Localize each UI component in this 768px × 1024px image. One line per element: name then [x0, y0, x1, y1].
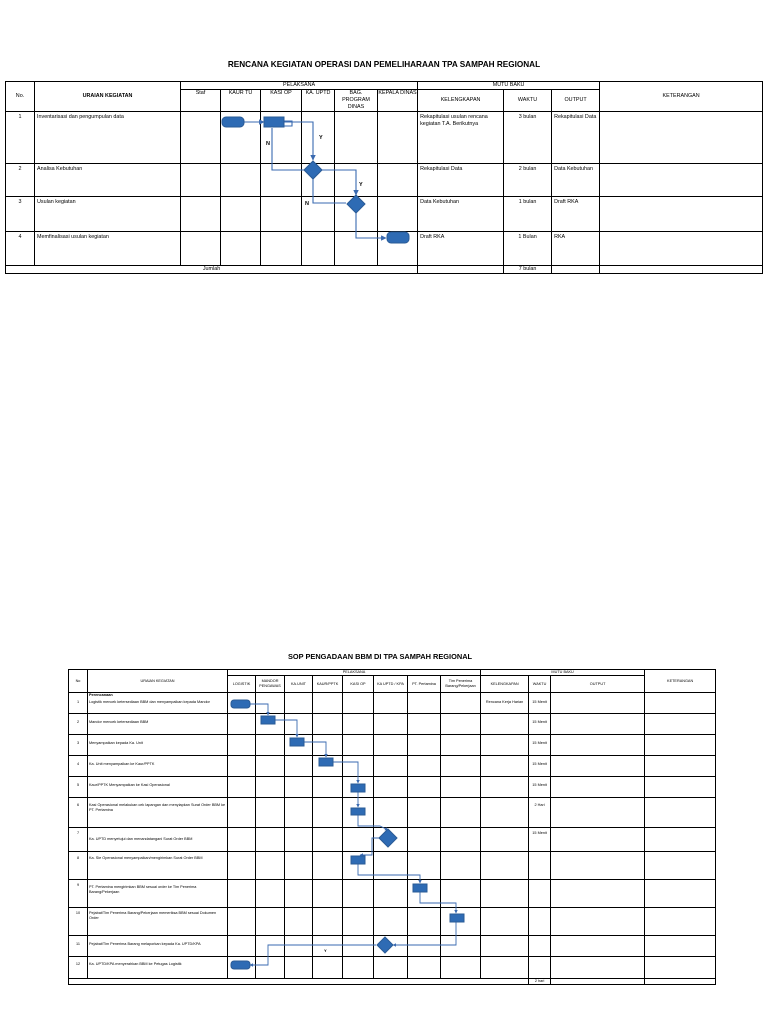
doc2-header-kelengkapan: KELENGKAPAN — [481, 676, 529, 693]
row-waktu: 1 bulan — [504, 197, 552, 232]
doc2-role-tim-penerima: Tim Penerima Barang/Pekerjaan — [441, 676, 481, 693]
row-no: 11 — [69, 936, 88, 957]
table-row — [69, 908, 716, 936]
row-uraian: Mandor mencek ketersediaan BBM — [88, 714, 228, 735]
row-uraian: Kaur/PPTK Menyampaikan ke Kasi Operasional — [88, 777, 228, 798]
row-no: 4 — [6, 232, 35, 266]
row-output: Draft RKA — [552, 197, 600, 232]
row-no: 2 — [69, 714, 88, 735]
row-waktu — [529, 880, 551, 908]
row-uraian: Ka. Sie Operasional menyampaikan/mengirimkan Surat Order BBM — [88, 852, 228, 880]
row-uraian: Logistik mencek ketersediaan BBM dan menyampaikan kepada Mandor — [88, 700, 228, 714]
doc1-role-staf: Staf — [181, 90, 221, 112]
table-row — [69, 714, 716, 735]
row-waktu — [529, 957, 551, 979]
doc1-role-ka-uptd: KA. UPTD — [302, 90, 335, 112]
doc1-role-bag-program: BAG. PROGRAM DINAS — [335, 90, 378, 112]
row-kelengkapan: Rencana Kerja Harian — [481, 700, 529, 714]
flow-label-y: Y — [324, 948, 327, 953]
flow-label-n: N — [266, 141, 270, 147]
row-waktu: 1 Bulan — [504, 232, 552, 266]
table-row — [69, 756, 716, 777]
row-waktu — [529, 936, 551, 957]
jumlah-label: Jumlah — [6, 266, 418, 274]
doc2-header-mutu-baku: MUTU BAKU — [481, 670, 645, 676]
doc2-role-kaur-pptk: KAUR/PPTK — [313, 676, 343, 693]
doc1-table — [5, 81, 763, 274]
jumlah-waktu: 7 bulan — [504, 266, 552, 274]
row-kelengkapan: Rekapitulasi usulan rencana kegiatan T.A. Berikutnya — [418, 112, 504, 164]
row-no: 9 — [69, 880, 88, 908]
table-row — [6, 197, 763, 232]
row-waktu: 15 Menit — [529, 756, 551, 777]
row-uraian: Kasi Operasional melakukan cek lapangan dan menyiapkan Surat Order BBM ke PT. Pertamina — [88, 798, 228, 828]
table-row — [69, 957, 716, 979]
flow-label-y: Y — [359, 182, 363, 188]
table-row — [69, 852, 716, 880]
row-no: 3 — [6, 197, 35, 232]
table-row — [69, 880, 716, 908]
doc2-header-uraian: URAIAN KEGIATAN — [88, 670, 228, 693]
row-no: 1 — [6, 112, 35, 164]
row-no: 1 — [69, 700, 88, 714]
doc1-role-kaur-tu: KAUR TU — [221, 90, 261, 112]
row-uraian: Memfinalisasi usulan kegiatan — [35, 232, 181, 266]
row-waktu: 2 bulan — [504, 164, 552, 197]
row-kelengkapan: Data Kebutuhan — [418, 197, 504, 232]
row-waktu: 15 Menit — [529, 700, 551, 714]
row-waktu: 15 Menit — [529, 777, 551, 798]
row-output: Data Kebutuhan — [552, 164, 600, 197]
doc1-header-waktu: WAKTU — [504, 90, 552, 112]
row-uraian: Pejabat/Tim Penerima Barang melaporkan kepada Ka. UPTD/KPA — [88, 936, 228, 957]
row-uraian: Ka. UPTD menyetujui dan menandatangani Surat Order BBM — [88, 828, 228, 852]
doc1-header-no: No. — [6, 82, 35, 112]
doc1-header-uraian: URAIAN KEGIATAN — [35, 82, 181, 112]
doc2-role-kasi-op: KASI OP — [343, 676, 374, 693]
row-no: 12 — [69, 957, 88, 979]
row-output: RKA — [552, 232, 600, 266]
doc2-title: SOP PENGADAAN BBM DI TPA SAMPAH REGIONAL — [287, 652, 473, 661]
doc1-role-kepala-dinas: KEPALA DINAS — [378, 90, 418, 112]
doc2-role-ka-uptd: KA UPTD / KPA — [374, 676, 408, 693]
row-no: 8 — [69, 852, 88, 880]
doc1-header-keterangan: KETERANGAN — [600, 82, 763, 112]
row-no: 7 — [69, 828, 88, 852]
table-row — [69, 700, 716, 714]
row-waktu: 3 bulan — [504, 112, 552, 164]
doc1-header-mutu-baku: MUTU BAKU — [418, 82, 600, 90]
section-label: Perencanaan — [88, 693, 228, 700]
doc1-header-pelaksana: PELAKSANA — [181, 82, 418, 90]
row-uraian: Menyampaikan kepada Ka. Unit — [88, 735, 228, 756]
doc1-header-kelengkapan: KELENGKAPAN — [418, 90, 504, 112]
total-row — [69, 979, 716, 985]
jumlah-row — [6, 266, 763, 274]
doc1-role-kasi-op: KASI OP — [261, 90, 302, 112]
doc2-role-mandor: MANDOR PENGAWAS — [256, 676, 285, 693]
row-uraian: Usulan kegiatan — [35, 197, 181, 232]
row-uraian: Analisa Kebutuhan — [35, 164, 181, 197]
doc2-role-ka-unit: KA.UNIT — [285, 676, 313, 693]
row-waktu — [529, 852, 551, 880]
flow-label-y: Y — [319, 135, 323, 141]
row-uraian: Ka. Unit menyampaikan ke Kaur/PPTK — [88, 756, 228, 777]
doc2-header-keterangan: KETERANGAN — [645, 670, 716, 693]
row-uraian: Pejabat/Tim Penerima Barang/Pekerjaan memeriksa BBM sesuai Dokumen Order — [88, 908, 228, 936]
row-no: 2 — [6, 164, 35, 197]
doc2-header-output: OUTPUT — [551, 676, 645, 693]
doc2-table — [68, 669, 716, 985]
doc2-header-no: No — [69, 670, 88, 693]
row-uraian: PT. Pertamina mengirimkan BBM sesuai order ke Tim Penerima Barang/Pekerjaan — [88, 880, 228, 908]
row-kelengkapan: Rekapitulasi Data — [418, 164, 504, 197]
row-waktu: 15 Menit — [529, 828, 551, 852]
doc2-header-pelaksana: PELAKSANA — [228, 670, 481, 676]
table-row — [69, 798, 716, 828]
table-row — [6, 232, 763, 266]
row-no: 3 — [69, 735, 88, 756]
table-row — [69, 735, 716, 756]
table-row — [69, 828, 716, 852]
row-waktu: 2 Hari — [529, 798, 551, 828]
row-waktu — [529, 908, 551, 936]
flow-label-n: N — [305, 201, 309, 207]
doc2-header-waktu: WAKTU — [529, 676, 551, 693]
table-row — [69, 936, 716, 957]
row-no: 10 — [69, 908, 88, 936]
row-no: 6 — [69, 798, 88, 828]
table-row — [6, 164, 763, 197]
doc1-header-output: OUTPUT — [552, 90, 600, 112]
total-waktu: 2 hari — [529, 979, 551, 985]
section-row — [69, 693, 716, 700]
row-uraian: Ka. UPTD/KPA menyerahkan BBM ke Petugas Logistik — [88, 957, 228, 979]
table-row — [6, 112, 763, 164]
doc1-title: RENCANA KEGIATAN OPERASI DAN PEMELIHARAAN TPA SAMPAH REGIONAL — [227, 60, 541, 69]
table-row — [69, 777, 716, 798]
row-waktu: 15 Menit — [529, 735, 551, 756]
doc2-role-pertamina: PT. Pertamina — [408, 676, 441, 693]
row-waktu: 15 Menit — [529, 714, 551, 735]
doc2-role-logistik: LOGISTIK — [228, 676, 256, 693]
row-output: Rekapitulasi Data — [552, 112, 600, 164]
row-no: 5 — [69, 777, 88, 798]
row-no: 4 — [69, 756, 88, 777]
row-kelengkapan: Draft RKA — [418, 232, 504, 266]
row-uraian: Inventarisasi dan pengumpulan data — [35, 112, 181, 164]
